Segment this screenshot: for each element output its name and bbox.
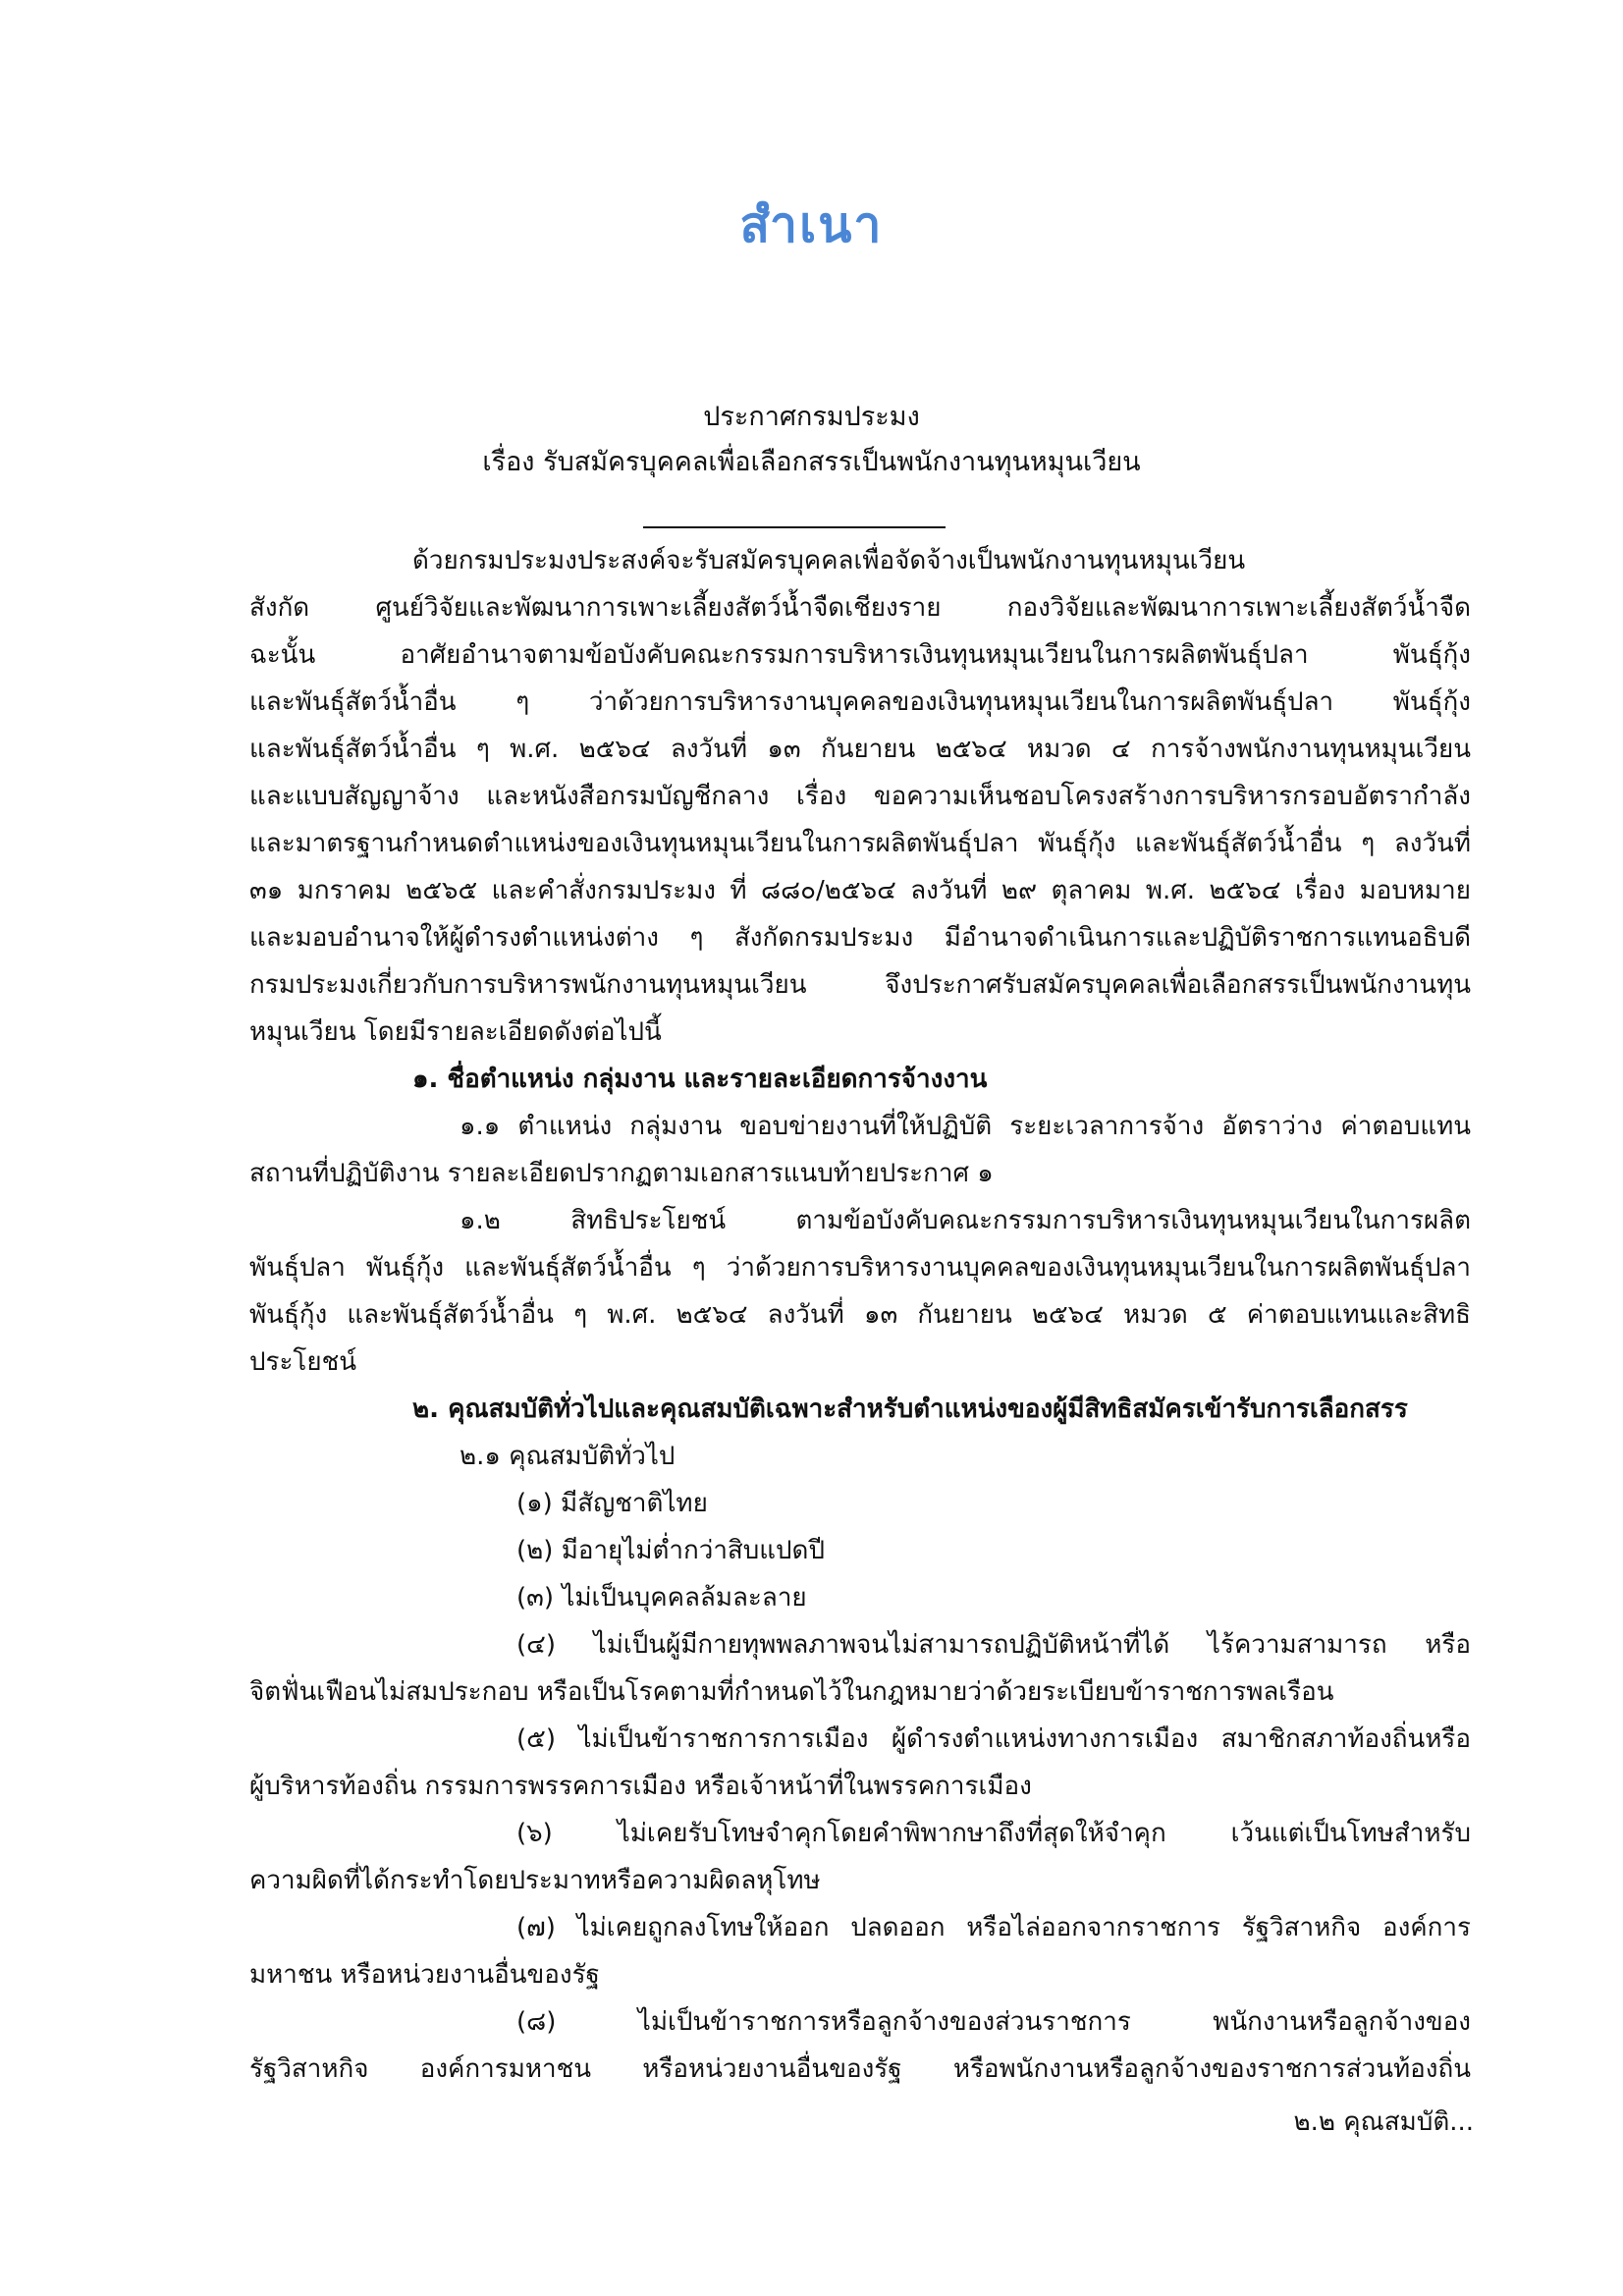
body-line: สังกัด ศูนย์วิจัยและพัฒนาการเพาะเลี้ยงสัตว์น้ำจืดเชียงราย กองวิจัยและพัฒนาการเพาะเลี้ยงสัตว์น้ำจืด bbox=[249, 593, 1471, 623]
subsection-heading: ๒.๑ คุณสมบัติทั่วไป bbox=[460, 1442, 676, 1471]
list-item: (๘) ไม่เป็นข้าราชการหรือลูกจ้างของส่วนราชการ พนักงานหรือลูกจ้างของ bbox=[516, 2007, 1471, 2037]
body-line: สถานที่ปฏิบัติงาน รายละเอียดปรากฏตามเอกสารแนบท้ายประกาศ ๑ bbox=[249, 1159, 994, 1188]
body-line: และแบบสัญญาจ้าง และหนังสือกรมบัญชีกลาง เรื่อง ขอความเห็นชอบโครงสร้างการบริหารกรอบอัตรากำลัง bbox=[249, 782, 1471, 811]
list-item: (๒) มีอายุไม่ต่ำกว่าสิบแปดปี bbox=[516, 1536, 825, 1565]
body-line: ๓๑ มกราคม ๒๕๖๕ และคำสั่งกรมประมง ที่ ๘๘๐/๒๕๖๔ ลงวันที่ ๒๙ ตุลาคม พ.ศ. ๒๕๖๔ เรื่อง มอบหมาย bbox=[249, 876, 1471, 905]
page-continuation: ๒.๒ คุณสมบัติ... bbox=[1293, 2107, 1474, 2137]
body-line: จิตฟั่นเฟือนไม่สมประกอบ หรือเป็นโรคตามที่กำหนดไว้ในกฎหมายว่าด้วยระเบียบข้าราชการพลเรือน bbox=[249, 1677, 1334, 1707]
body-line: และพันธุ์สัตว์น้ำอื่น ๆ ว่าด้วยการบริหารงานบุคคลของเงินทุนหมุนเวียนในการผลิตพันธุ์ปลา พันธุ์กุ้ง bbox=[249, 687, 1471, 717]
list-item: (๗) ไม่เคยถูกลงโทษให้ออก ปลดออก หรือไล่ออกจากราชการ รัฐวิสาหกิจ องค์การ bbox=[516, 1913, 1471, 1942]
body-line: พันธุ์ปลา พันธุ์กุ้ง และพันธุ์สัตว์น้ำอื่น ๆ ว่าด้วยการบริหารงานบุคคลของเงินทุนหมุนเวียนในการผลิตพันธุ์ปลา bbox=[249, 1253, 1471, 1283]
list-item: (๑) มีสัญชาติไทย bbox=[516, 1489, 708, 1518]
body-line: ด้วยกรมประมงประสงค์จะรับสมัครบุคคลเพื่อจัดจ้างเป็นพนักงานทุนหมุนเวียน bbox=[412, 546, 1246, 575]
list-item: (๖) ไม่เคยรับโทษจำคุกโดยคำพิพากษาถึงที่สุดให้จำคุก เว้นแต่เป็นโทษสำหรับ bbox=[516, 1819, 1471, 1848]
section-heading-2: ๒. คุณสมบัติทั่วไปและคุณสมบัติเฉพาะสำหรับตำแหน่งของผู้มีสิทธิสมัครเข้ารับการเลือกสรร bbox=[412, 1394, 1408, 1424]
copy-stamp: สำเนา bbox=[739, 196, 884, 253]
body-line: ความผิดที่ได้กระทำโดยประมาทหรือความผิดลหุโทษ bbox=[249, 1866, 821, 1895]
body-line: พันธุ์กุ้ง และพันธุ์สัตว์น้ำอื่น ๆ พ.ศ. ๒๕๖๔ ลงวันที่ ๑๓ กันยายน ๒๕๖๔ หมวด ๕ ค่าตอบแทนและสิทธิ bbox=[249, 1300, 1471, 1330]
body-line: ประโยชน์ bbox=[249, 1347, 357, 1377]
body-line: ฉะนั้น อาศัยอำนาจตามข้อบังคับคณะกรรมการบริหารเงินทุนหมุนเวียนในการผลิตพันธุ์ปลา พันธุ์กุ้ง bbox=[249, 640, 1471, 670]
list-item: (๕) ไม่เป็นข้าราชการการเมือง ผู้ดำรงตำแหน่งทางการเมือง สมาชิกสภาท้องถิ่นหรือ bbox=[516, 1724, 1471, 1754]
announcement-title: ประกาศกรมประมง bbox=[703, 402, 920, 432]
list-item: (๓) ไม่เป็นบุคคลล้มละลาย bbox=[516, 1583, 807, 1613]
body-line: ๑.๒ สิทธิประโยชน์ ตามข้อบังคับคณะกรรมการบริหารเงินทุนหมุนเวียนในการผลิต bbox=[460, 1206, 1471, 1235]
section-heading-1: ๑. ชื่อตำแหน่ง กลุ่มงาน และรายละเอียดการจ้างงาน bbox=[412, 1065, 988, 1094]
body-line: หมุนเวียน โดยมีรายละเอียดดังต่อไปนี้ bbox=[249, 1017, 662, 1047]
body-line: รัฐวิสาหกิจ องค์การมหาชน หรือหน่วยงานอื่นของรัฐ หรือพนักงานหรือลูกจ้างของราชการส่วนท้องถิ่น bbox=[249, 2054, 1471, 2084]
body-line: และมาตรฐานกำหนดตำแหน่งของเงินทุนหมุนเวียนในการผลิตพันธุ์ปลา พันธุ์กุ้ง และพันธุ์สัตว์น้ำอื่น ๆ ลงวันที่ bbox=[249, 829, 1471, 858]
body-line: และมอบอำนาจให้ผู้ดำรงตำแหน่งต่าง ๆ สังกัดกรมประมง มีอำนาจดำเนินการและปฏิบัติราชการแทนอธิบดี bbox=[249, 923, 1471, 953]
body-line: ผู้บริหารท้องถิ่น กรรมการพรรคการเมือง หรือเจ้าหน้าที่ในพรรคการเมือง bbox=[249, 1772, 1032, 1801]
body-line: ๑.๑ ตำแหน่ง กลุ่มงาน ขอบข่ายงานที่ให้ปฏิบัติ ระยะเวลาการจ้าง อัตราว่าง ค่าตอบแทน bbox=[460, 1112, 1471, 1141]
title-divider bbox=[643, 526, 946, 528]
list-item: (๔) ไม่เป็นผู้มีกายทุพพลภาพจนไม่สามารถปฏิบัติหน้าที่ได้ ไร้ความสามารถ หรือ bbox=[516, 1630, 1471, 1660]
body-line: และพันธุ์สัตว์น้ำอื่น ๆ พ.ศ. ๒๕๖๔ ลงวันที่ ๑๓ กันยายน ๒๕๖๔ หมวด ๔ การจ้างพนักงานทุนหมุนเวียน bbox=[249, 735, 1471, 764]
body-line: กรมประมงเกี่ยวกับการบริหารพนักงานทุนหมุนเวียน จึงประกาศรับสมัครบุคคลเพื่อเลือกสรรเป็นพนักงานทุน bbox=[249, 970, 1471, 1000]
body-line: มหาชน หรือหน่วยงานอื่นของรัฐ bbox=[249, 1960, 600, 1990]
announcement-subject: เรื่อง รับสมัครบุคคลเพื่อเลือกสรรเป็นพนักงานทุนหมุนเวียน bbox=[482, 447, 1141, 477]
